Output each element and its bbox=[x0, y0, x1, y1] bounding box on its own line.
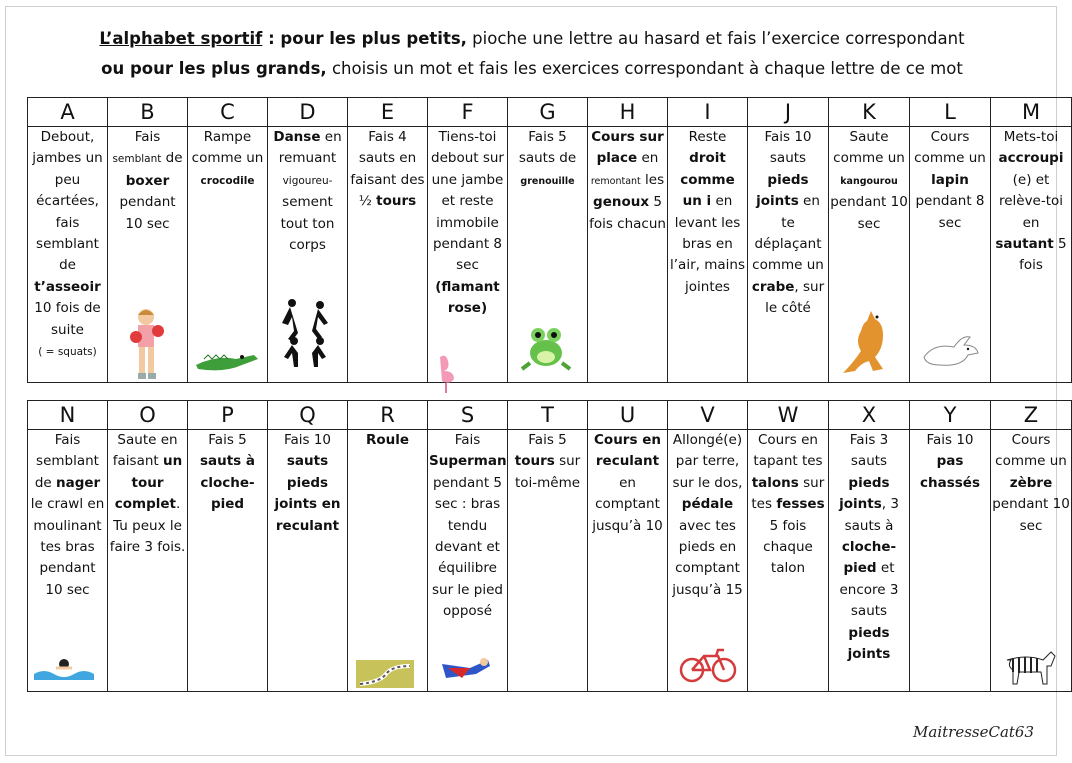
signature: MaitresseCat63 bbox=[913, 723, 1034, 741]
alphabet-table-n-z bbox=[27, 400, 1072, 692]
crocodile-icon bbox=[194, 347, 260, 384]
exercise-text: Fais 4 sauts en faisant des ½ tours bbox=[350, 129, 425, 210]
letter-q: Q bbox=[268, 401, 348, 430]
exercise-d bbox=[268, 127, 348, 383]
kangaroo-icon bbox=[841, 307, 895, 382]
exercise-text: Fais 3 sauts pieds joints, 3 sauts à cloche-pied et encore 3 sauts pieds joints bbox=[839, 432, 899, 663]
exercise-l bbox=[910, 127, 991, 383]
boxer-girl-icon bbox=[128, 307, 168, 392]
exercise-j bbox=[748, 127, 829, 383]
letter-h: H bbox=[588, 98, 668, 127]
letter-v: V bbox=[668, 401, 748, 430]
header-rest-2: choisis un mot et fais les exercices correspondant à chaque lettre de ce mot bbox=[326, 59, 963, 78]
header-line-2 bbox=[0, 54, 1064, 84]
letter-p: P bbox=[188, 401, 268, 430]
letter-z: Z bbox=[991, 401, 1072, 430]
exercise-text: Fais 10 pas chassés bbox=[920, 432, 980, 491]
exercise-i bbox=[668, 127, 748, 383]
exercise-z bbox=[991, 430, 1072, 692]
page-header bbox=[0, 24, 1064, 84]
page-title: L’alphabet sportif bbox=[99, 29, 263, 48]
exercise-text: Saute comme un kangourou pendant 10 sec bbox=[830, 129, 908, 232]
exercise-text: Fais semblant de boxer pendant 10 sec bbox=[112, 129, 183, 232]
letter-i: I bbox=[668, 98, 748, 127]
exercise-w bbox=[748, 430, 829, 692]
exercise-m bbox=[991, 127, 1072, 383]
exercise-text: Mets-toi accroupi (e) et relève-toi en sautant 5 fois bbox=[995, 129, 1067, 274]
letter-c: C bbox=[188, 98, 268, 127]
exercise-x bbox=[829, 430, 910, 692]
exercise-k bbox=[829, 127, 910, 383]
exercise-text: Roule bbox=[365, 432, 410, 448]
exercise-s bbox=[428, 430, 508, 692]
exercises-row bbox=[28, 127, 1072, 383]
letter-r: R bbox=[348, 401, 428, 430]
exercise-t bbox=[508, 430, 588, 692]
header-rest-1: pioche une lettre au hasard et fais l’exercice correspondant bbox=[466, 29, 965, 48]
road-icon bbox=[356, 660, 414, 695]
exercise-text: Danse en remuant vigoureu- sement tout ton corps bbox=[273, 129, 342, 254]
letter-n: N bbox=[28, 401, 108, 430]
letter-m: M bbox=[991, 98, 1072, 127]
header-bold-1: : pour les plus petits, bbox=[262, 29, 467, 48]
letter-w: W bbox=[748, 401, 829, 430]
exercise-text: Fais 10 sauts pieds joints en te déplaçant comme un crabe, sur le côté bbox=[751, 129, 825, 317]
exercise-text: Cours en tapant tes talons sur tes fesses 5 fois chaque talon bbox=[751, 432, 825, 577]
exercise-a bbox=[28, 127, 108, 383]
exercise-text: Cours en reculant en comptant jusqu’à 10 bbox=[592, 432, 663, 534]
exercises-row bbox=[28, 430, 1072, 692]
exercise-h bbox=[588, 127, 668, 383]
letter-x: X bbox=[829, 401, 910, 430]
frog-icon bbox=[520, 323, 572, 380]
exercise-p bbox=[188, 430, 268, 692]
exercise-text: Reste droit comme un i en levant les bras en l’air, mains jointes bbox=[670, 129, 745, 295]
letters-row bbox=[28, 98, 1072, 127]
exercise-text: Fais 5 sauts de grenouille bbox=[518, 129, 577, 187]
letter-d: D bbox=[268, 98, 348, 127]
letters-row bbox=[28, 401, 1072, 430]
letter-f: F bbox=[428, 98, 508, 127]
dancers-icon bbox=[280, 297, 334, 378]
exercise-text: Fais 10 sauts pieds joints en reculant bbox=[274, 432, 341, 534]
bicycle-icon bbox=[678, 644, 738, 691]
exercise-b bbox=[108, 127, 188, 383]
exercise-text: Cours sur place en remontant les genoux 5 fois chacun bbox=[589, 129, 666, 232]
exercise-r bbox=[348, 430, 428, 692]
exercise-u bbox=[588, 430, 668, 692]
letter-a: A bbox=[28, 98, 108, 127]
letter-y: Y bbox=[910, 401, 991, 430]
exercise-text: Rampe comme un crocodile bbox=[191, 129, 264, 187]
exercise-v bbox=[668, 430, 748, 692]
letter-e: E bbox=[348, 98, 428, 127]
exercise-text: Fais 5 sauts à cloche-pied bbox=[199, 432, 256, 513]
exercise-text: Fais 5 tours sur toi-même bbox=[514, 432, 581, 491]
exercise-text: Debout, jambes un peu écartées, fais semblant de t’asseoir 10 fois de suite ( = squats) bbox=[32, 129, 103, 359]
exercise-text: Cours comme un lapin pendant 8 sec bbox=[914, 129, 986, 231]
exercise-q bbox=[268, 430, 348, 692]
exercise-n bbox=[28, 430, 108, 692]
zebra-icon bbox=[999, 646, 1059, 695]
letter-b: B bbox=[108, 98, 188, 127]
alphabet-table-a-m bbox=[27, 97, 1072, 383]
letter-g: G bbox=[508, 98, 588, 127]
exercise-e bbox=[348, 127, 428, 383]
letter-o: O bbox=[108, 401, 188, 430]
exercise-f bbox=[428, 127, 508, 383]
exercise-y bbox=[910, 430, 991, 692]
exercise-text: Cours comme un zèbre pendant 10 sec bbox=[992, 432, 1070, 534]
letter-u: U bbox=[588, 401, 668, 430]
exercise-text: Saute en faisant un tour complet. Tu peux le faire 3 fois. bbox=[109, 432, 186, 556]
header-bold-2: ou pour les plus grands, bbox=[101, 59, 327, 78]
exercise-text: Tiens-toi debout sur une jambe et reste immobile pendant 8 sec (flamant rose) bbox=[431, 129, 504, 317]
swimmer-icon bbox=[34, 656, 94, 687]
rabbit-icon bbox=[918, 333, 982, 376]
flamingo-icon bbox=[434, 353, 464, 400]
exercise-text: Allongé(e) par terre, sur le dos, pédale avec tes pieds en comptant jusqu’à 15 bbox=[672, 432, 743, 598]
exercise-c bbox=[188, 127, 268, 383]
letter-k: K bbox=[829, 98, 910, 127]
header-line-1 bbox=[0, 24, 1064, 54]
exercise-g bbox=[508, 127, 588, 383]
superman-icon bbox=[440, 654, 492, 691]
letter-s: S bbox=[428, 401, 508, 430]
exercise-text: Fais Superman pendant 5 sec : bras tendu devant et équilibre sur le pied opposé bbox=[429, 432, 507, 620]
exercise-o bbox=[108, 430, 188, 692]
letter-l: L bbox=[910, 98, 991, 127]
exercise-text: Fais semblant de nager le crawl en moulinant tes bras pendant 10 sec bbox=[30, 432, 105, 598]
letter-t: T bbox=[508, 401, 588, 430]
letter-j: J bbox=[748, 98, 829, 127]
